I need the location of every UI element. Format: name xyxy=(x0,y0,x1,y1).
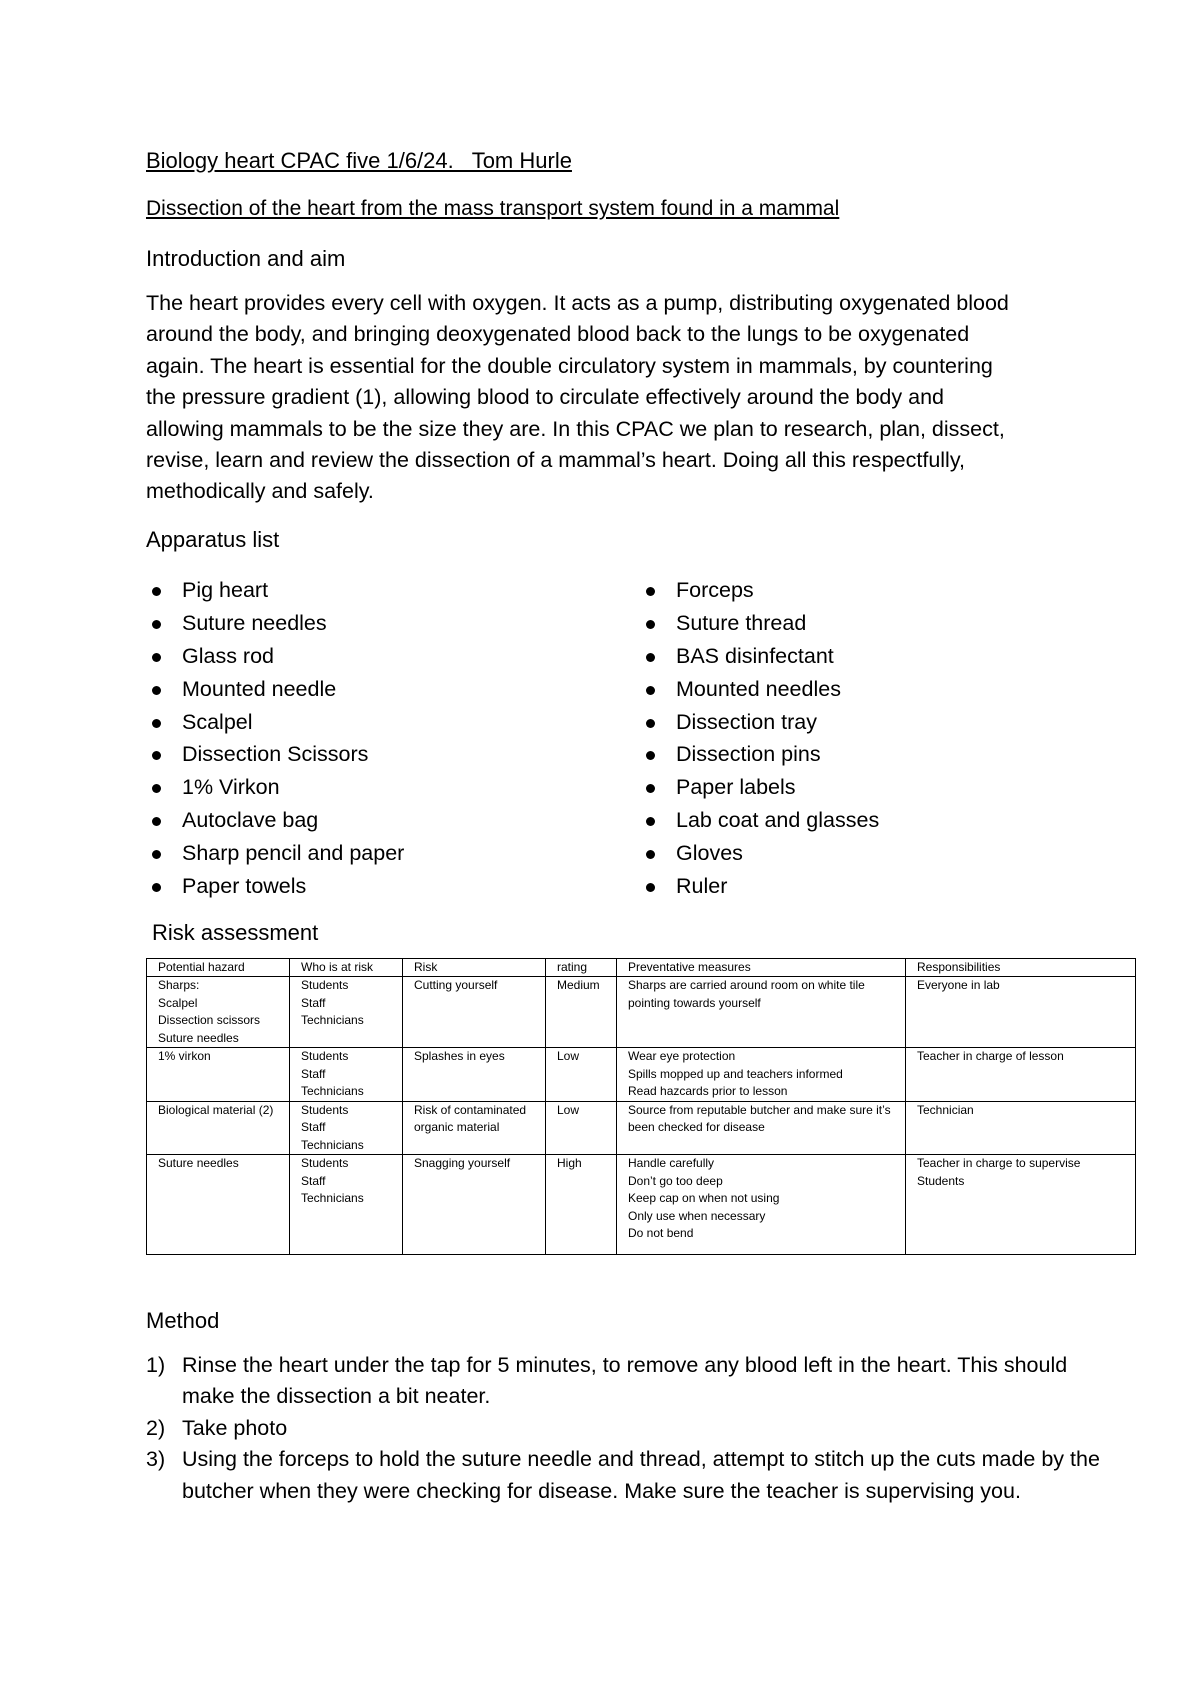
step-number: 1) xyxy=(146,1353,166,1377)
list-item: Glass rod xyxy=(146,640,404,673)
list-item: Suture thread xyxy=(640,607,879,640)
table-row xyxy=(147,1155,1136,1255)
table-cell: Students Staff Technicians xyxy=(290,1101,403,1155)
column-header: Responsibilities xyxy=(906,959,1136,977)
list-item: BAS disinfectant xyxy=(640,640,879,673)
list-item: Lab coat and glasses xyxy=(640,804,879,837)
table-cell: Handle carefully Don’t go too deep Keep cap on when not using Only use when necessary Do not bend xyxy=(617,1155,906,1255)
step-number: 2) xyxy=(146,1415,166,1440)
column-header: Risk xyxy=(403,959,546,977)
table-cell: High xyxy=(546,1155,617,1255)
method-heading: Method xyxy=(146,1308,220,1333)
table-row xyxy=(147,1048,1136,1102)
list-item: Paper labels xyxy=(640,771,879,804)
intro-line: the pressure gradient (1), allowing blood to circulate effectively around the body and xyxy=(146,385,944,410)
intro-line: again. The heart is essential for the double circulatory system in mammals, by countering xyxy=(146,353,993,378)
list-item: Paper towels xyxy=(146,870,404,903)
table-cell: Wear eye protection Spills mopped up and teachers informed Read hazcards prior to lesson xyxy=(617,1048,906,1102)
apparatus-heading: Apparatus list xyxy=(146,527,280,552)
table-cell: Suture needles xyxy=(147,1155,290,1255)
list-item: Ruler xyxy=(640,870,879,903)
table-cell: Everyone in lab xyxy=(906,977,1136,1048)
list-item: 1% Virkon xyxy=(146,771,404,804)
apparatus-list-right xyxy=(640,574,879,903)
intro-line: allowing mammals to be the size they are. In this CPAC we plan to research, plan, dissect, xyxy=(146,416,1005,441)
table-row xyxy=(147,1101,1136,1155)
document-title: Biology heart CPAC five 1/6/24. Tom Hurle xyxy=(146,148,572,173)
table-cell: Sharps are carried around room on white tile pointing towards yourself xyxy=(617,977,906,1048)
table-row xyxy=(147,977,1136,1048)
list-item: Sharp pencil and paper xyxy=(146,837,404,870)
method-list xyxy=(146,1350,1106,1507)
column-header: rating xyxy=(546,959,617,977)
table-cell: Cutting yourself xyxy=(403,977,546,1048)
table-cell: Low xyxy=(546,1101,617,1155)
table-cell: Students Staff Technicians xyxy=(290,1155,403,1255)
table-cell: Source from reputable butcher and make sure it’s been checked for disease xyxy=(617,1101,906,1155)
intro-paragraph xyxy=(146,288,1076,508)
table-header-row xyxy=(147,959,1136,977)
intro-heading: Introduction and aim xyxy=(146,246,346,271)
document-subtitle: Dissection of the heart from the mass transport system found in a mammal xyxy=(146,197,840,220)
list-item: Forceps xyxy=(640,574,879,607)
table-cell: Splashes in eyes xyxy=(403,1048,546,1102)
list-item: Suture needles xyxy=(146,607,404,640)
list-item: Mounted needle xyxy=(146,673,404,706)
list-item: Gloves xyxy=(640,837,879,870)
table-cell: Biological material (2) xyxy=(147,1101,290,1155)
step-text: Using the forceps to hold the suture needle and thread, attempt to stitch up the cuts made by the butcher when they were checking for disease. Make sure the teacher is supervising you. xyxy=(182,1447,1100,1503)
intro-line: around the body, and bringing deoxygenated blood back to the lungs to be oxygenated xyxy=(146,322,970,347)
table-cell: Medium xyxy=(546,977,617,1048)
list-item: Pig heart xyxy=(146,574,404,607)
table-cell: Sharps: Scalpel Dissection scissors Suture needles xyxy=(147,977,290,1048)
table-cell: Teacher in charge of lesson xyxy=(906,1048,1136,1102)
list-item: Dissection tray xyxy=(640,706,879,739)
column-header: Who is at risk xyxy=(290,959,403,977)
table-cell: Students Staff Technicians xyxy=(290,977,403,1048)
risk-heading: Risk assessment xyxy=(152,920,319,945)
table-cell: Teacher in charge to supervise Students xyxy=(906,1155,1136,1255)
table-cell: Students Staff Technicians xyxy=(290,1048,403,1102)
step-number: 3) xyxy=(146,1447,166,1472)
list-item: Dissection Scissors xyxy=(146,738,404,771)
intro-line: methodically and safely. xyxy=(146,479,374,504)
column-header: Preventative measures xyxy=(617,959,906,977)
table-cell: Technician xyxy=(906,1101,1136,1155)
step-text: Rinse the heart under the tap for 5 minutes, to remove any blood left in the heart. This should make the dissection a bit neater. xyxy=(182,1353,1068,1409)
method-step xyxy=(146,1413,1106,1444)
method-step xyxy=(146,1444,1106,1507)
table-cell: Low xyxy=(546,1048,617,1102)
risk-table xyxy=(146,958,1136,1255)
apparatus-list-left xyxy=(146,574,404,903)
intro-line: The heart provides every cell with oxygen. It acts as a pump, distributing oxygenated blood xyxy=(146,291,1009,315)
step-text: Take photo xyxy=(182,1415,288,1440)
column-header: Potential hazard xyxy=(147,959,290,977)
table-cell: Snagging yourself xyxy=(403,1155,546,1255)
method-step xyxy=(146,1350,1106,1413)
table-cell: Risk of contaminated organic material xyxy=(403,1101,546,1155)
list-item: Autoclave bag xyxy=(146,804,404,837)
list-item: Mounted needles xyxy=(640,673,879,706)
table-cell: 1% virkon xyxy=(147,1048,290,1102)
list-item: Scalpel xyxy=(146,706,404,739)
intro-line: revise, learn and review the dissection of a mammal’s heart. Doing all this respectfully, xyxy=(146,448,965,473)
list-item: Dissection pins xyxy=(640,738,879,771)
